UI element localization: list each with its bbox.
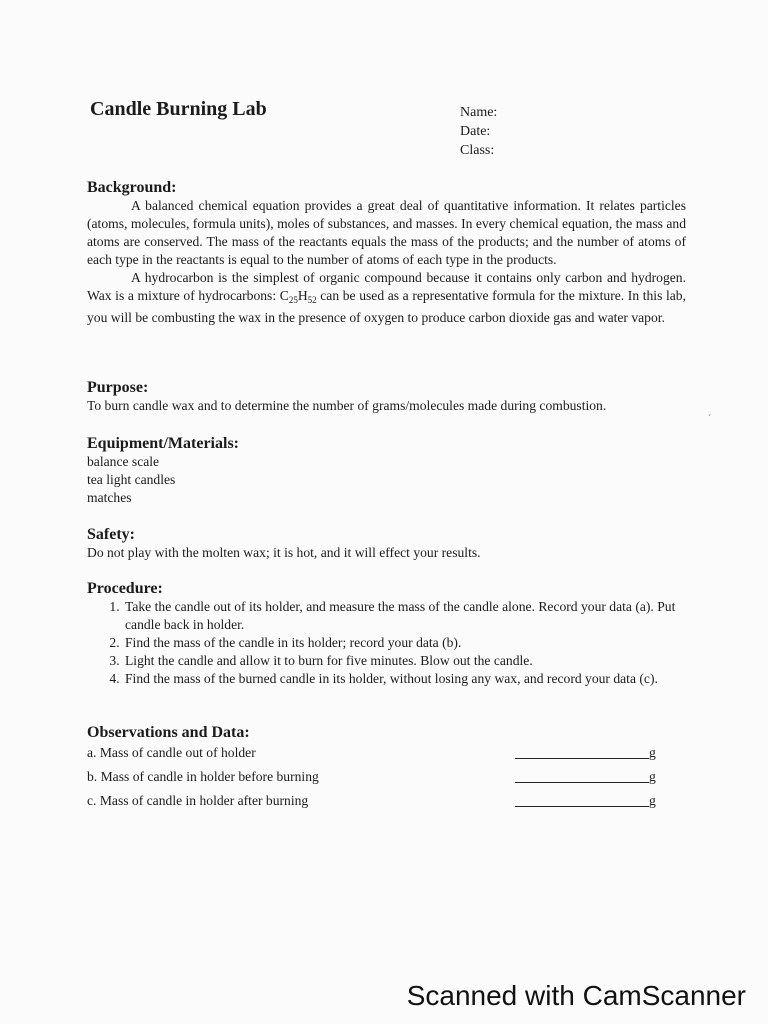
answer-blank[interactable] [515, 758, 649, 759]
answer-blank[interactable] [515, 782, 649, 783]
background-paragraph-2 [87, 269, 686, 327]
procedure-step: 3. Light the candle and allow it to burn for five minutes. Blow out the candle. [123, 652, 686, 670]
unit-label: g [649, 745, 656, 760]
observations-section [87, 724, 686, 816]
procedure-heading: Procedure: [87, 580, 163, 597]
answer-blank[interactable] [515, 806, 649, 807]
data-row-label: a. Mass of candle out of holder [87, 745, 256, 760]
safety-heading: Safety: [87, 526, 135, 543]
formula-hydrogen: H [297, 288, 308, 303]
safety-text: Do not play with the molten wax; it is hot, and it will effect your results. [87, 545, 481, 560]
data-row-c [87, 792, 686, 816]
unit-label: g [649, 793, 656, 808]
paragraph-2-start: A hydrocarbon is the simplest of organic compound because it contains only carbon and hydrogen. Wax is a mixture of hydrocarbons: [87, 270, 686, 303]
list-item: balance scale [87, 454, 160, 469]
equipment-section [87, 435, 686, 507]
procedure-step: 1. Take the candle out of its holder, and measure the mass of the candle alone. Record your data (a). Put candle back in holder. [123, 598, 686, 634]
name-field-label: Name: [460, 105, 498, 120]
purpose-text: To burn candle wax and to determine the number of grams/molecules made during combustion. [87, 398, 607, 413]
procedure-step: 4. Find the mass of the burned candle in its holder, without losing any wax, and record your data (c). [123, 670, 686, 688]
formula-carbon: C [279, 288, 289, 303]
formula-hydrogen-count: 52 [307, 295, 317, 305]
equipment-list [87, 453, 686, 507]
procedure-steps [87, 598, 686, 688]
scan-speck: ˊ [708, 414, 712, 425]
observations-heading: Observations and Data: [87, 724, 250, 741]
safety-section [87, 526, 686, 562]
unit-label: g [649, 769, 656, 784]
background-paragraph-1: A balanced chemical equation provides a great deal of quantitative information. It relates particles (atoms, molecules, formula units), moles of substances, and masses. In every chemical equation, the mass and atoms are conserved. The mass of the reactants equals the mass of the products; and the number of atoms of each type in the reactants is equal to the number of atoms of each type in the products. [87, 198, 686, 267]
data-row-label: b. Mass of candle in holder before burning [87, 769, 319, 784]
class-field-label: Class: [460, 143, 495, 158]
formula-carbon-count: 25 [288, 295, 298, 305]
background-section [87, 179, 686, 327]
procedure-section [87, 580, 686, 688]
date-field-label: Date: [460, 124, 491, 139]
purpose-section [87, 379, 686, 415]
list-item: tea light candles [87, 472, 176, 487]
page-title: Candle Burning Lab [90, 98, 267, 120]
data-row-a [87, 744, 686, 768]
data-row-label: c. Mass of candle in holder after burning [87, 793, 309, 808]
equipment-heading: Equipment/Materials: [87, 435, 239, 452]
paragraph-2-end: can be used as a representative formula for the mixture. In this lab, you will be combusting the wax in the presence of oxygen to produce carbon dioxide gas and water vapor. [87, 288, 686, 325]
procedure-step: 2. Find the mass of the candle in its holder; record your data (b). [123, 634, 686, 652]
data-row-b [87, 768, 686, 792]
purpose-heading: Purpose: [87, 379, 149, 396]
wax-formula [280, 288, 317, 303]
student-info-fields [460, 103, 497, 160]
background-heading: Background: [87, 179, 177, 196]
list-item: matches [87, 490, 132, 505]
camscanner-watermark: Scanned with CamScanner [406, 980, 746, 1011]
